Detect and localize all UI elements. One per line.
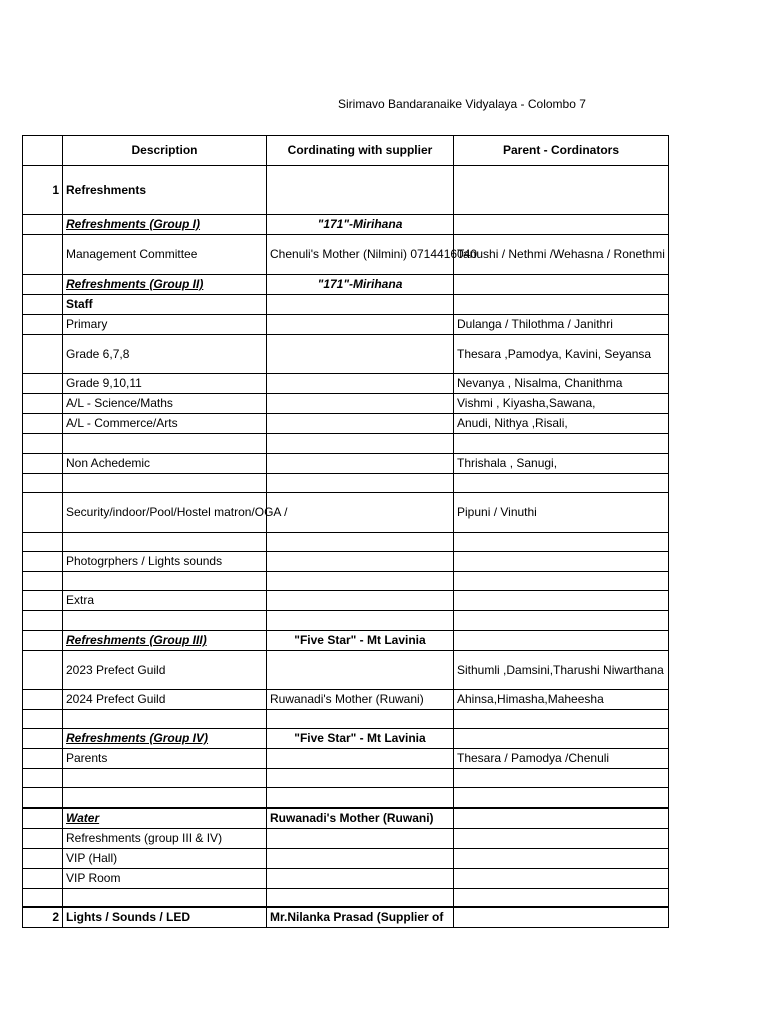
supplier-cell (267, 710, 454, 729)
supplier-cell (267, 769, 454, 788)
description-cell: Grade 6,7,8 (63, 335, 267, 374)
supplier-cell (267, 651, 454, 690)
table-row (23, 315, 669, 335)
table-row (23, 591, 669, 611)
table-body (23, 136, 669, 928)
row-number-cell (23, 631, 63, 651)
supplier-cell (267, 591, 454, 611)
table-row (23, 493, 669, 533)
description-cell (63, 611, 267, 631)
parent-coordinators-cell: Sithumli ,Damsini,Tharushi Niwarthana (454, 651, 669, 690)
row-number-cell (23, 275, 63, 295)
row-number-cell (23, 414, 63, 434)
row-number-cell: 1 (23, 166, 63, 215)
description-cell (63, 572, 267, 591)
table-row (23, 769, 669, 788)
description-cell (63, 533, 267, 552)
parent-coordinators-cell (454, 434, 669, 454)
row-number-cell (23, 729, 63, 749)
supplier-cell (267, 493, 454, 533)
page-subtitle: Sirimavo Bandaranaike Vidyalaya - Colombo 7 (338, 97, 586, 111)
table-row (23, 215, 669, 235)
table-row (23, 690, 669, 710)
description-cell: Photogrphers / Lights sounds (63, 552, 267, 572)
row-number-cell (23, 215, 63, 235)
parent-coordinators-cell (454, 788, 669, 808)
table-row (23, 166, 669, 215)
parent-coordinators-cell: Anudi, Nithya ,Risali, (454, 414, 669, 434)
description-cell (63, 434, 267, 454)
row-number-cell (23, 888, 63, 907)
table-row (23, 414, 669, 434)
table-row (23, 434, 669, 454)
description-cell (63, 710, 267, 729)
parent-coordinators-cell (454, 474, 669, 493)
parent-coordinators-cell (454, 808, 669, 829)
table-row (23, 710, 669, 729)
table-row (23, 454, 669, 474)
row-number-cell (23, 710, 63, 729)
parent-coordinators-cell: Thrishala , Sanugi, (454, 454, 669, 474)
description-cell: Security/indoor/Pool/Hostel matron/OGA / (63, 493, 267, 533)
row-number-cell (23, 394, 63, 414)
description-cell: Refreshments (Group I) (63, 215, 267, 235)
description-cell: Refreshments (63, 166, 267, 215)
row-number-cell (23, 828, 63, 848)
table-row (23, 335, 669, 374)
responsibilities-table (22, 135, 669, 928)
table-row (23, 295, 669, 315)
supplier-cell (267, 788, 454, 808)
row-number-cell (23, 572, 63, 591)
description-cell (63, 474, 267, 493)
row-number-cell (23, 591, 63, 611)
supplier-cell (267, 166, 454, 215)
column-header: Description (63, 136, 267, 166)
supplier-cell (267, 749, 454, 769)
parent-coordinators-cell (454, 868, 669, 888)
supplier-cell (267, 335, 454, 374)
row-number-cell (23, 611, 63, 631)
table-row (23, 888, 669, 907)
supplier-cell (267, 295, 454, 315)
parent-coordinators-cell (454, 907, 669, 928)
supplier-cell (267, 888, 454, 907)
row-number-cell (23, 868, 63, 888)
supplier-cell (267, 394, 454, 414)
parent-coordinators-cell (454, 533, 669, 552)
row-number-cell (23, 690, 63, 710)
row-number-cell (23, 749, 63, 769)
supplier-cell (267, 434, 454, 454)
supplier-cell: Mr.Nilanka Prasad (Supplier of (267, 907, 454, 928)
row-number-cell (23, 235, 63, 275)
description-cell: VIP Room (63, 868, 267, 888)
supplier-cell (267, 848, 454, 868)
description-cell: 2024 Prefect Guild (63, 690, 267, 710)
description-cell: Grade 9,10,11 (63, 374, 267, 394)
table-row (23, 611, 669, 631)
parent-coordinators-cell: Ahinsa,Himasha,Maheesha (454, 690, 669, 710)
parent-coordinators-cell: Thesara / Pamodya /Chenuli (454, 749, 669, 769)
supplier-cell: "171"-Mirihana (267, 275, 454, 295)
row-number-cell (23, 474, 63, 493)
parent-coordinators-cell (454, 591, 669, 611)
description-cell: A/L - Science/Maths (63, 394, 267, 414)
parent-coordinators-cell: Vishmi , Kiyasha,Sawana, (454, 394, 669, 414)
parent-coordinators-cell: Dulanga / Thilothma / Janithri (454, 315, 669, 335)
parent-coordinators-cell (454, 828, 669, 848)
row-number-cell (23, 295, 63, 315)
row-number-cell (23, 808, 63, 829)
supplier-cell (267, 454, 454, 474)
row-number-cell: 2 (23, 907, 63, 928)
supplier-cell (267, 572, 454, 591)
parent-coordinators-cell: Nevanya , Nisalma, Chanithma (454, 374, 669, 394)
table-row (23, 533, 669, 552)
row-number-cell (23, 552, 63, 572)
row-number-cell (23, 374, 63, 394)
description-cell: Management Committee (63, 235, 267, 275)
supplier-cell (267, 552, 454, 572)
supplier-cell (267, 828, 454, 848)
description-cell (63, 888, 267, 907)
description-cell: Parents (63, 749, 267, 769)
description-cell: Refreshments (Group III) (63, 631, 267, 651)
row-number-cell (23, 533, 63, 552)
supplier-cell: "Five Star" - Mt Lavinia (267, 729, 454, 749)
table-row (23, 275, 669, 295)
supplier-cell (267, 611, 454, 631)
table-row (23, 572, 669, 591)
description-cell: 2023 Prefect Guild (63, 651, 267, 690)
description-cell (63, 788, 267, 808)
supplier-cell (267, 533, 454, 552)
parent-coordinators-cell (454, 611, 669, 631)
supplier-cell (267, 868, 454, 888)
supplier-cell (267, 474, 454, 493)
row-number-cell (23, 848, 63, 868)
parent-coordinators-cell (454, 710, 669, 729)
row-number-cell (23, 769, 63, 788)
supplier-cell: Chenuli's Mother (Nilmini) 0714416040 (267, 235, 454, 275)
parent-coordinators-cell (454, 166, 669, 215)
parent-coordinators-cell: Pipuni / Vinuthi (454, 493, 669, 533)
table-row (23, 868, 669, 888)
parent-coordinators-cell: Tanushi / Nethmi /Wehasna / Ronethmi (454, 235, 669, 275)
header-num-cell (23, 136, 63, 166)
row-number-cell (23, 454, 63, 474)
parent-coordinators-cell (454, 631, 669, 651)
header-row (23, 136, 669, 166)
row-number-cell (23, 788, 63, 808)
description-cell: Refreshments (Group IV) (63, 729, 267, 749)
parent-coordinators-cell: Thesara ,Pamodya, Kavini, Seyansa (454, 335, 669, 374)
table-row (23, 729, 669, 749)
supplier-cell (267, 315, 454, 335)
supplier-cell: "Five Star" - Mt Lavinia (267, 631, 454, 651)
table-row (23, 394, 669, 414)
table-row (23, 828, 669, 848)
parent-coordinators-cell (454, 215, 669, 235)
supplier-cell: Ruwanadi's Mother (Ruwani) (267, 690, 454, 710)
parent-coordinators-cell (454, 888, 669, 907)
description-cell: Extra (63, 591, 267, 611)
description-cell: Staff (63, 295, 267, 315)
column-header: Cordinating with supplier (267, 136, 454, 166)
row-number-cell (23, 651, 63, 690)
row-number-cell (23, 335, 63, 374)
table-row (23, 474, 669, 493)
description-cell: Water (63, 808, 267, 829)
description-cell: Refreshments (Group II) (63, 275, 267, 295)
table-row (23, 848, 669, 868)
table-row (23, 749, 669, 769)
parent-coordinators-cell (454, 848, 669, 868)
row-number-cell (23, 493, 63, 533)
description-cell (63, 769, 267, 788)
table-row (23, 235, 669, 275)
description-cell: Lights / Sounds / LED (63, 907, 267, 928)
description-cell: Refreshments (group III & IV) (63, 828, 267, 848)
table-row (23, 552, 669, 572)
parent-coordinators-cell (454, 295, 669, 315)
table-row (23, 788, 669, 808)
parent-coordinators-cell (454, 572, 669, 591)
description-cell: Non Achedemic (63, 454, 267, 474)
table-row (23, 651, 669, 690)
description-cell: VIP (Hall) (63, 848, 267, 868)
table-row (23, 374, 669, 394)
parent-coordinators-cell (454, 729, 669, 749)
supplier-cell (267, 414, 454, 434)
description-cell: A/L - Commerce/Arts (63, 414, 267, 434)
supplier-cell (267, 374, 454, 394)
row-number-cell (23, 434, 63, 454)
parent-coordinators-cell (454, 769, 669, 788)
supplier-cell: "171"-Mirihana (267, 215, 454, 235)
parent-coordinators-cell (454, 275, 669, 295)
table-row (23, 907, 669, 928)
column-header: Parent - Cordinators (454, 136, 669, 166)
description-cell: Primary (63, 315, 267, 335)
row-number-cell (23, 315, 63, 335)
table-row (23, 808, 669, 829)
table-row (23, 631, 669, 651)
supplier-cell: Ruwanadi's Mother (Ruwani) (267, 808, 454, 829)
parent-coordinators-cell (454, 552, 669, 572)
